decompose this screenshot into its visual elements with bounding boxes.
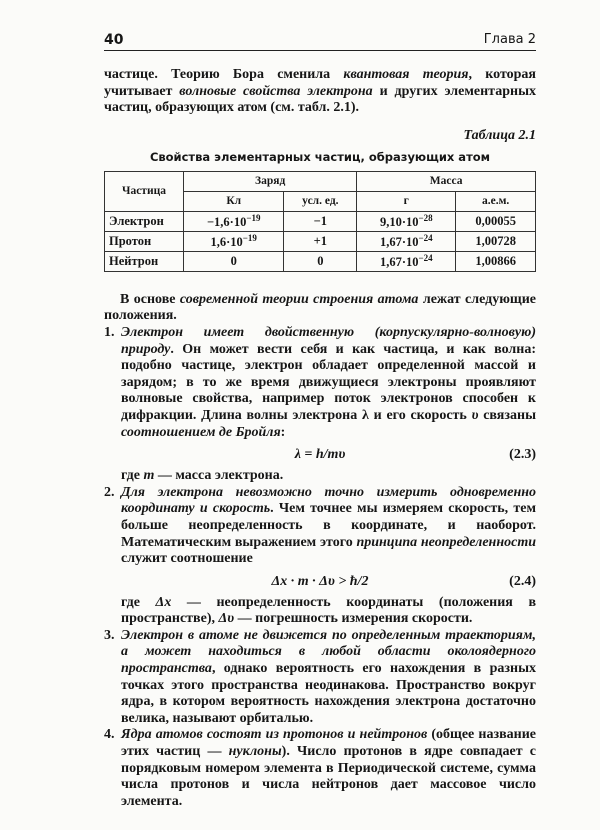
header-charge: Заряд <box>184 171 357 191</box>
cell-value: 1,00866 <box>475 253 516 268</box>
particles-table <box>104 171 536 272</box>
text: служит соотношение <box>121 551 253 567</box>
cell-u <box>284 211 357 231</box>
cell-value: 1,67·10 <box>379 254 419 269</box>
cell-value: 0 <box>317 253 324 268</box>
italic-text: m <box>143 468 155 484</box>
formula-number: (2.3) <box>509 447 536 463</box>
cell-value: Электрон <box>109 213 164 228</box>
cell-value: 1,67·10 <box>379 234 419 249</box>
italic-text: υ <box>471 407 479 423</box>
cell-g <box>357 211 456 231</box>
cell-value: 1,6·10 <box>210 234 243 249</box>
italic-text: соотношением де Бройля <box>121 424 281 440</box>
text: где <box>121 594 156 610</box>
page-number: 40 <box>104 32 124 48</box>
book-page <box>104 0 536 830</box>
cell-c <box>184 231 284 251</box>
cell-value: −1,6·10 <box>206 214 247 229</box>
cell-u <box>284 251 357 271</box>
table-title: Свойства элементарных частиц, образующих атом <box>149 149 491 164</box>
cell-value: 0,00055 <box>475 213 516 228</box>
header-charge-c: Кл <box>184 191 284 211</box>
list-item-3 <box>104 628 536 728</box>
text: — масса электрона. <box>154 468 284 484</box>
cell-name <box>105 231 184 251</box>
header-charge-units: усл. ед. <box>284 191 357 211</box>
italic-text: волновые свойства электрона <box>179 83 373 99</box>
cell-value: 1,00728 <box>475 233 516 248</box>
cell-amu <box>456 211 536 231</box>
cell-g <box>357 231 456 251</box>
cell-u <box>284 231 357 251</box>
cell-g <box>357 251 456 271</box>
header-mass-amu: а.е.м. <box>456 191 536 211</box>
italic-text: Δx <box>155 594 172 610</box>
header-mass-g: г <box>357 191 456 211</box>
italic-text: Ядра атомов состоят из протонов и нейтронов <box>121 727 428 743</box>
bold-term: массовое число элемента <box>121 777 536 809</box>
cell-exponent: −19 <box>246 212 261 223</box>
italic-text: принципа неопределенности <box>356 534 536 550</box>
list-number: 4. <box>104 727 115 743</box>
running-header <box>104 30 536 51</box>
lead-paragraph <box>104 292 536 325</box>
italic-text: Δυ <box>218 611 235 627</box>
text: лежат следующие положения. <box>104 291 536 324</box>
cell-value: Протон <box>109 233 152 248</box>
table-row <box>105 231 536 251</box>
list-item-4 <box>104 727 536 810</box>
text: В основе <box>120 291 180 307</box>
table-caption: Таблица 2.1 <box>463 127 536 143</box>
italic-text: Электрон имеет двойственную (корпускулярно-волновую) природу <box>121 324 536 357</box>
formula-2-3-explanation <box>104 468 536 485</box>
formula-2-4 <box>104 572 536 592</box>
bold-term: орбиталью <box>239 710 310 726</box>
formula-expression: Δx · m · Δυ > ħ/2 <box>271 573 369 589</box>
text: . Он может вести себя и как частица, и как волна: подобно частице, электрон обладает определенной массой и зарядом; в то же время движущиеся электроны проявляют волновые свойства, например поток электронов способен к дифракции. Длина волны электрона λ и его скорость <box>121 341 536 423</box>
cell-c <box>184 211 284 231</box>
text: , однако вероятность его нахождения в разных точках этого пространства неодинакова. Пространство вокруг ядра, в котором вероятность нахождения электрона достаточно велика, называют <box>121 661 536 726</box>
table-row <box>105 211 536 231</box>
italic-text: Для электрона невозможно точно измерить одновременно координату и скорость <box>121 484 536 517</box>
table-row <box>105 251 536 271</box>
cell-exponent: −24 <box>418 252 433 263</box>
formula-2-4-explanation <box>104 595 536 628</box>
text: где <box>121 468 144 484</box>
cell-value: +1 <box>313 233 328 248</box>
cell-name <box>105 251 184 271</box>
table-body <box>105 211 536 271</box>
formula-2-3 <box>104 445 536 465</box>
cell-name <box>105 211 184 231</box>
cell-amu <box>456 231 536 251</box>
text: . <box>178 793 183 809</box>
chapter-title: Глава 2 <box>483 32 536 47</box>
text: . <box>309 710 314 726</box>
list-item-2 <box>104 485 536 568</box>
header-particle: Частица <box>105 171 184 211</box>
formula-expression: λ = h/mυ <box>294 447 346 463</box>
formula-number: (2.4) <box>509 573 536 589</box>
list-number: 2. <box>104 484 115 500</box>
text: частице. Теорию Бора сменила <box>104 67 344 82</box>
cell-exponent: −28 <box>418 212 433 223</box>
cell-exponent: −19 <box>242 232 257 243</box>
header-mass: Масса <box>357 171 536 191</box>
text: и других элементарных частиц, образующих атом (см. табл. 2.1). <box>104 83 536 116</box>
text: — неопределенность координаты (положения в пространстве), <box>121 594 537 627</box>
italic-text: современной теории строения атома <box>179 291 419 307</box>
cell-amu <box>456 251 536 271</box>
cell-c <box>184 251 284 271</box>
cell-value: 9,10·10 <box>379 214 419 229</box>
list-number: 3. <box>104 627 115 643</box>
list-number: 1. <box>104 324 115 340</box>
cell-exponent: −24 <box>418 232 433 243</box>
intro-paragraph <box>104 67 536 117</box>
text: связаны <box>478 407 536 423</box>
text: , которая учитывает <box>104 67 536 99</box>
text: ). Число протонов в ядре совпадает с порядковым номером элемента в Периодической системе, сумма числа протонов и числа нейтронов дает <box>121 744 536 793</box>
italic-text: Электрон в атоме не движется по определенным траекториям, а может находиться в любой области околоядерного пространства <box>121 627 536 677</box>
italic-text: квантовая теория <box>343 67 469 82</box>
list-item-1 <box>104 325 536 441</box>
cell-value: Нейтрон <box>109 253 159 268</box>
text: — погрешность измерения скорости. <box>234 611 473 627</box>
text: : <box>280 424 286 440</box>
cell-value: −1 <box>313 213 328 228</box>
text: (общее название этих частиц — <box>121 727 536 760</box>
text: . Чем точнее мы измеряем скорость, тем больше неопределенность в координате, и наоборот. Математическим выражением этого <box>121 501 536 550</box>
italic-text: нуклоны <box>228 744 282 760</box>
cell-value: 0 <box>230 253 237 268</box>
